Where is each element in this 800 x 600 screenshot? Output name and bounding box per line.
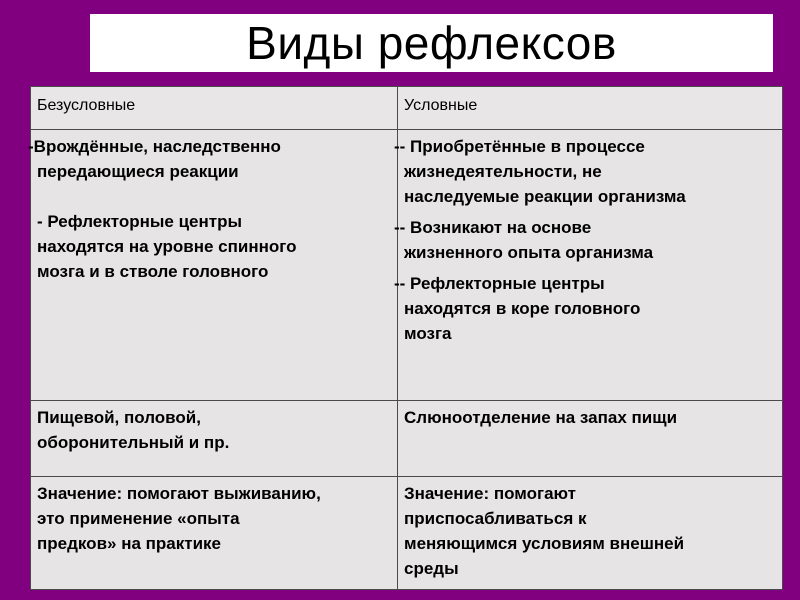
text-line: -- Рефлекторные центры [394,273,605,293]
text-line: Значение: помогают [404,483,576,503]
text-line: меняющимся условиям внешней [404,533,685,553]
cell-conditioned-significance [398,476,783,589]
text-line: - Рефлекторные центры [37,211,242,231]
text-line: приспосабливаться к [404,508,587,528]
text-line: наследуемые реакции организма [404,186,686,206]
header-unconditioned: Безусловные [31,87,398,130]
table-row [31,400,783,476]
text-line: -- Возникают на основе [394,217,592,237]
text-line: передающиеся реакции [37,161,239,181]
text-line: мозга и в стволе головного [37,261,269,281]
text-line: жизнедеятельности, не [404,161,602,181]
table-row [31,476,783,589]
table-header-row [31,87,783,130]
text-line: это применение «опыта [37,508,240,528]
text-line: находятся в коре головного [404,298,641,318]
page-title: Виды рефлексов [246,17,617,69]
text-line: среды [404,558,459,578]
text-line: Значение: помогают выживанию, [37,483,321,503]
cell-unconditioned-examples [31,400,398,476]
cell-conditioned-properties [394,129,783,400]
cell-unconditioned-significance [31,476,398,589]
text-line: Пищевой, половой, [37,407,201,427]
cell-unconditioned-properties [28,129,398,400]
text-line: оборонительный и пр. [37,432,230,452]
title-box [90,14,773,72]
header-conditioned: Условные [398,87,783,130]
text-line: жизненного опыта организма [404,242,654,262]
text-line: Слюноотделение на запах пищи [404,407,678,427]
text-line: находятся на уровне спинного [37,236,297,256]
table-row [31,129,783,400]
text-line: -Врождённые, наследственно [28,136,281,156]
cell-conditioned-examples [398,400,783,476]
reflex-table [30,86,783,590]
text-line: мозга [404,323,452,343]
text-line: -- Приобретённые в процессе [394,136,645,156]
text-line: предков» на практике [37,533,221,553]
